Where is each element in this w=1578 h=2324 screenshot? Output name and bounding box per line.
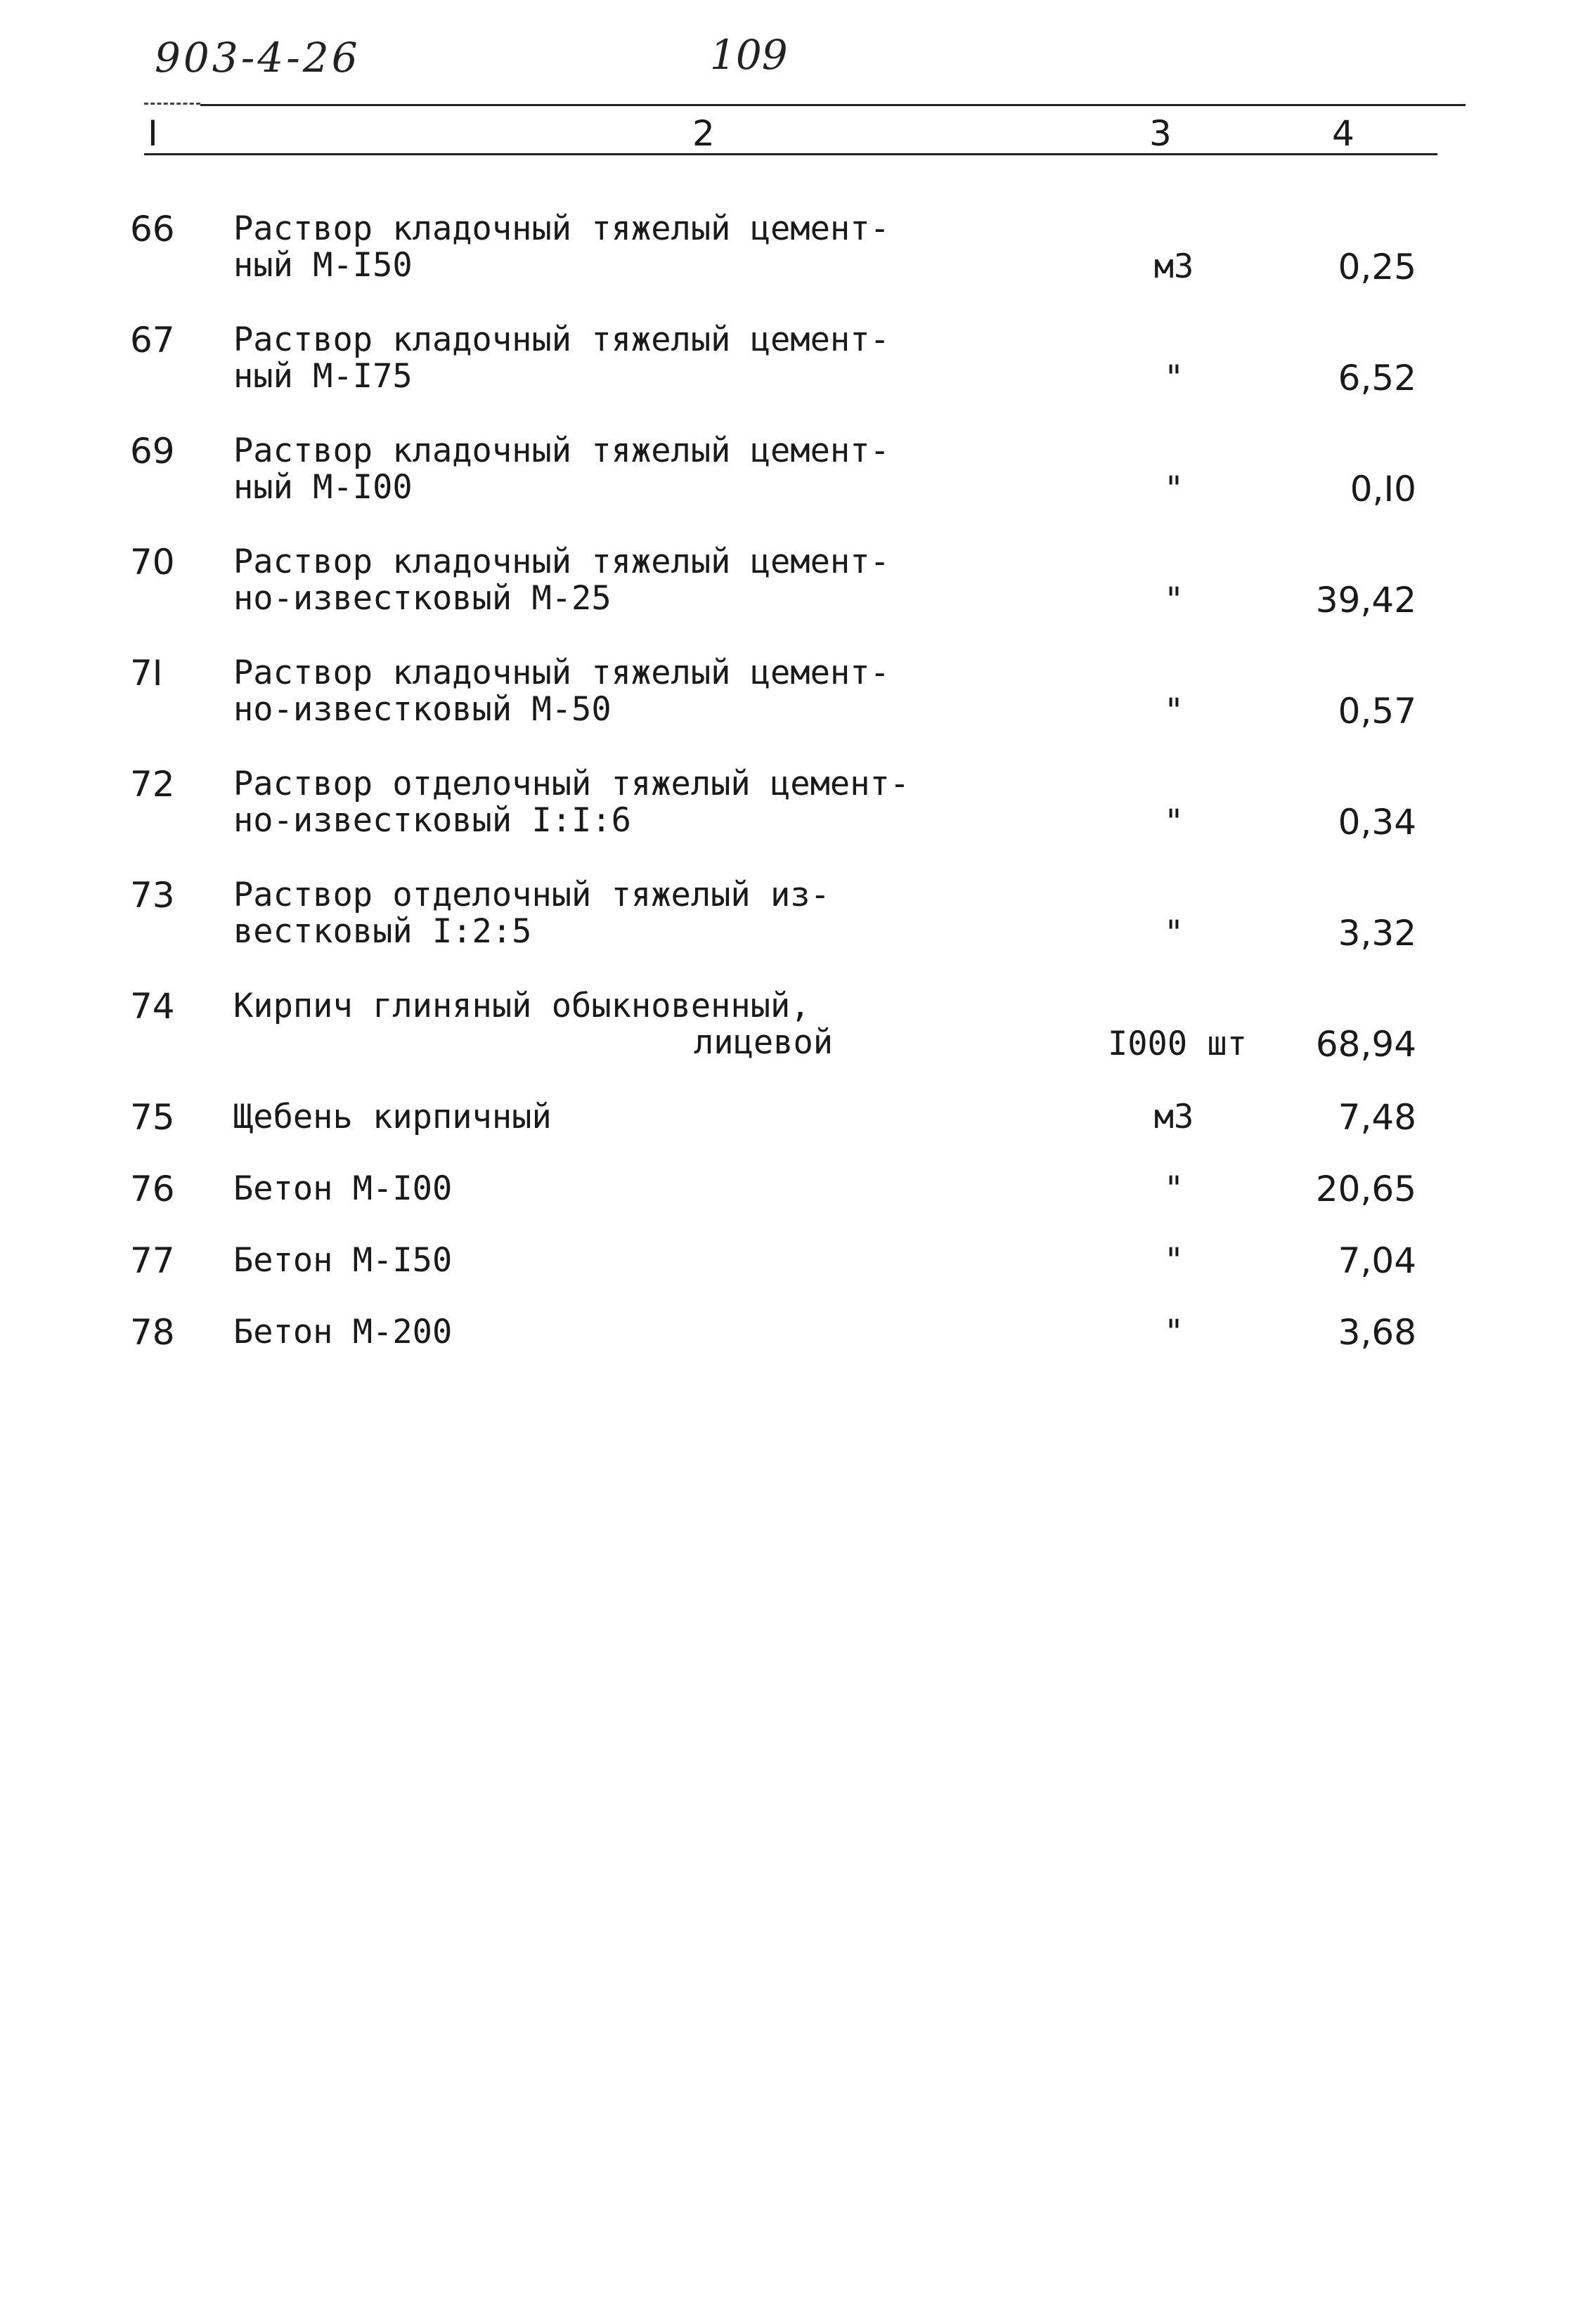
material-name-line-1: Раствор кладочный тяжелый цемент- xyxy=(233,431,890,470)
material-name-line-2: ный М-I00 xyxy=(233,468,413,507)
unit: " xyxy=(1163,692,1184,730)
material-name xyxy=(233,433,890,506)
table-row xyxy=(0,322,1578,433)
material-name xyxy=(233,988,833,1061)
material-name: Бетон М-I00 xyxy=(233,1169,453,1208)
table-row xyxy=(0,544,1578,655)
unit: " xyxy=(1163,469,1184,508)
row-number: 76 xyxy=(130,1169,175,1209)
unit: " xyxy=(1163,580,1184,619)
material-name-line-1: Раствор отделочный тяжелый цемент- xyxy=(233,765,910,803)
table-row xyxy=(0,1242,1578,1314)
page-number: 109 xyxy=(710,31,788,79)
material-name xyxy=(233,211,890,284)
unit: " xyxy=(1163,358,1184,397)
row-number: 72 xyxy=(130,764,175,805)
quantity: 68,94 xyxy=(1315,1024,1416,1065)
unit: " xyxy=(1163,1169,1184,1208)
material-name-line-2: лицевой xyxy=(694,1023,834,1062)
unit: I000 шт xyxy=(1107,1025,1248,1063)
top-rule-dash xyxy=(144,103,200,105)
column-header-2: 2 xyxy=(692,113,715,154)
material-name-line-2: ный М-I75 xyxy=(233,357,413,396)
material-name-line-1: Раствор отделочный тяжелый из- xyxy=(233,876,830,914)
column-header-3: 3 xyxy=(1149,113,1172,154)
table-row xyxy=(0,766,1578,877)
quantity: 6,52 xyxy=(1338,358,1416,398)
quantity: 0,I0 xyxy=(1350,469,1416,509)
material-name-line-2: ный М-I50 xyxy=(233,246,413,285)
unit: " xyxy=(1163,1241,1184,1280)
quantity: 3,32 xyxy=(1338,913,1416,954)
row-number: 77 xyxy=(130,1240,175,1281)
column-header-4: 4 xyxy=(1332,113,1354,154)
table-row xyxy=(0,211,1578,322)
quantity: 0,34 xyxy=(1338,802,1416,843)
materials-table xyxy=(0,211,1578,1386)
table-row xyxy=(0,1314,1578,1386)
unit: м3 xyxy=(1153,1098,1194,1136)
material-name-line-1: Кирпич глиняный обыкновенный, xyxy=(233,987,810,1025)
material-name-line-1: Раствор кладочный тяжелый цемент- xyxy=(233,543,890,581)
unit: " xyxy=(1163,914,1184,952)
row-number: 78 xyxy=(130,1312,175,1353)
material-name xyxy=(233,544,890,617)
column-header-1: I xyxy=(148,113,158,154)
quantity: 0,57 xyxy=(1338,691,1416,732)
unit: " xyxy=(1163,803,1184,841)
unit: " xyxy=(1163,1313,1184,1351)
quantity: 39,42 xyxy=(1315,580,1416,621)
top-rule xyxy=(200,104,1466,106)
material-name xyxy=(233,766,910,839)
unit: м3 xyxy=(1153,247,1194,286)
table-row xyxy=(0,1099,1578,1171)
material-name-line-1: Раствор кладочный тяжелый цемент- xyxy=(233,209,890,248)
row-number: 67 xyxy=(130,320,175,361)
row-number: 7I xyxy=(130,653,163,694)
material-name-line-1: Раствор кладочный тяжелый цемент- xyxy=(233,320,890,359)
material-name xyxy=(233,322,890,395)
table-row xyxy=(0,877,1578,988)
row-number: 70 xyxy=(130,542,175,583)
material-name-line-2: но-известковый М-50 xyxy=(233,690,612,729)
row-number: 74 xyxy=(130,986,175,1027)
quantity: 7,04 xyxy=(1338,1240,1416,1281)
quantity: 3,68 xyxy=(1338,1312,1416,1353)
document-code: 903-4-26 xyxy=(155,34,361,82)
row-number: 69 xyxy=(130,431,175,472)
material-name: Бетон М-200 xyxy=(233,1313,453,1351)
quantity: 7,48 xyxy=(1338,1097,1416,1138)
quantity: 20,65 xyxy=(1315,1169,1416,1209)
row-number: 73 xyxy=(130,875,175,916)
quantity: 0,25 xyxy=(1338,247,1416,287)
material-name-line-1: Раствор кладочный тяжелый цемент- xyxy=(233,654,890,692)
row-number: 66 xyxy=(130,209,175,249)
material-name-line-2: вестковый I:2:5 xyxy=(233,912,532,951)
material-name-line-2: но-известковый I:I:6 xyxy=(233,801,631,840)
header-rule xyxy=(144,153,1437,155)
material-name xyxy=(233,877,830,950)
table-row xyxy=(0,1171,1578,1242)
material-name: Щебень кирпичный xyxy=(233,1098,552,1136)
material-name xyxy=(233,655,890,728)
row-number: 75 xyxy=(130,1097,175,1138)
material-name: Бетон М-I50 xyxy=(233,1241,453,1280)
table-row xyxy=(0,988,1578,1099)
table-row xyxy=(0,655,1578,766)
table-row xyxy=(0,433,1578,544)
material-name-line-2: но-известковый М-25 xyxy=(233,579,612,618)
